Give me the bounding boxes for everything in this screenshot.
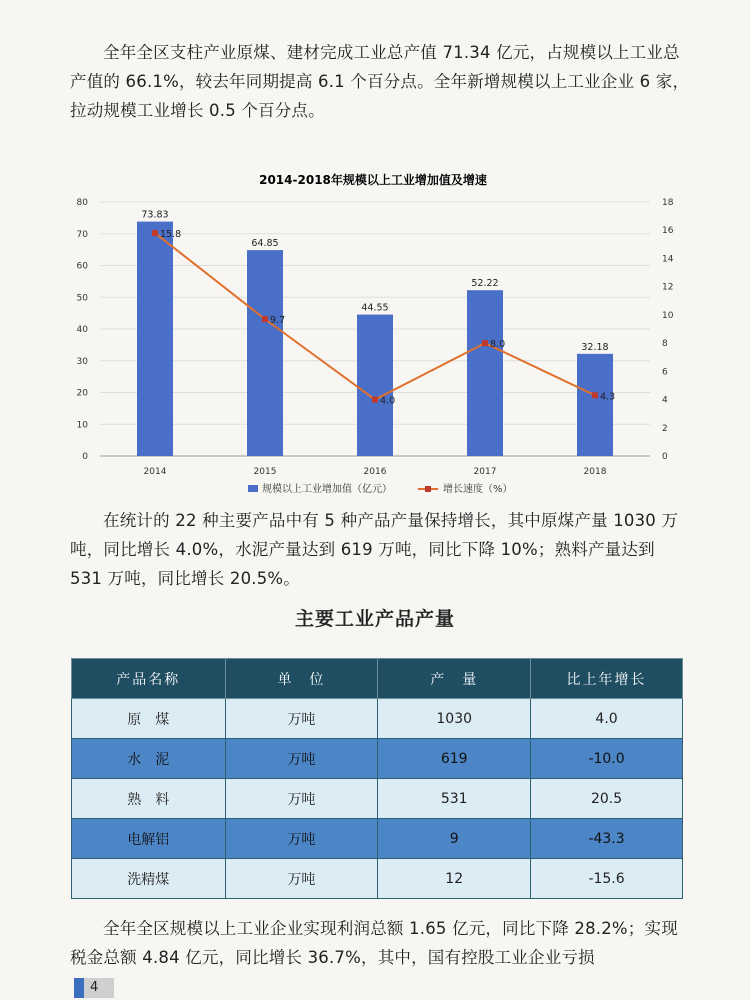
growth-value-label: 4.0	[380, 395, 396, 407]
growth-point-2016	[372, 397, 378, 403]
y2-tick-label: 16	[662, 226, 674, 237]
legend-bar-swatch	[248, 485, 258, 492]
growth-point-2015	[262, 316, 268, 322]
table-header-row	[72, 659, 683, 699]
growth-value-label: 4.3	[600, 391, 616, 403]
paragraph-3: 全年全区规模以上工业企业实现利润总额 1.65 亿元，同比下降 28.2%；实现税金总额 4.84 亿元，同比增长 36.7%，其中，国有控股工业企业亏损	[70, 919, 678, 967]
growth-point-2017	[482, 340, 488, 346]
cell-growth: -15.6	[531, 859, 683, 899]
x-tick-label: 2018	[583, 467, 607, 477]
table-row	[72, 739, 683, 779]
y-tick-label: 50	[76, 293, 88, 304]
x-tick-label: 2017	[473, 467, 497, 477]
cell-growth: -10.0	[531, 739, 683, 779]
y-tick-label: 20	[76, 388, 88, 399]
chart-bars	[137, 222, 616, 456]
y2-tick-label: 2	[662, 423, 668, 434]
y2-tick-label: 18	[662, 198, 674, 208]
table-title: 主要工业产品产量	[294, 608, 455, 630]
x-tick-label: 2016	[363, 467, 387, 477]
growth-value-label: 15.8	[160, 229, 182, 241]
bar-2015	[247, 250, 286, 456]
cell-growth: 4.0	[531, 699, 683, 739]
cell-unit: 万吨	[225, 739, 378, 779]
cell-product: 洗精煤	[72, 859, 226, 899]
cell-growth: -43.3	[531, 819, 683, 859]
bar-2014	[137, 222, 173, 456]
table-row	[72, 859, 683, 899]
chart-x-axis	[144, 467, 607, 477]
cell-product: 水 泥	[72, 739, 226, 779]
cell-product: 熟 料	[72, 779, 226, 819]
y2-tick-label: 0	[662, 452, 668, 462]
bar-2016	[357, 315, 396, 456]
y2-tick-label: 8	[662, 339, 668, 350]
legend-line-marker	[425, 486, 431, 492]
chart-legend	[248, 482, 513, 495]
cell-output: 9	[378, 819, 531, 859]
y2-tick-label: 10	[662, 310, 674, 321]
y2-tick-label: 12	[662, 282, 674, 293]
bar-value-label: 52.22	[471, 278, 499, 290]
y-tick-label: 40	[76, 325, 88, 335]
bar-2017	[467, 290, 506, 456]
cell-product: 电解铝	[72, 819, 226, 859]
paragraph-2: 在统计的 22 种主要产品中有 5 种产品产量保持增长，其中原煤产量 1030 万吨，同比增长 4.0%，水泥产量达到 619 万吨，同比下降 10%；熟料产量达到 531 万吨，同比增长 20.5%。	[70, 511, 679, 588]
y-tick-label: 60	[76, 261, 88, 272]
page-number: 4	[90, 980, 99, 995]
header-growth: 比上年增长	[531, 659, 683, 699]
bar-2018	[577, 354, 616, 456]
bar-line-chart	[58, 160, 688, 500]
table-row	[72, 779, 683, 819]
cell-output: 1030	[378, 699, 531, 739]
x-tick-label: 2014	[143, 467, 167, 477]
legend-line-label: 增长速度（%）	[443, 484, 513, 495]
growth-value-label: 8.0	[490, 339, 506, 351]
y2-tick-label: 4	[662, 395, 668, 406]
bar-value-label: 73.83	[141, 209, 169, 221]
header-output: 产 量	[378, 659, 531, 699]
header-product-name: 产品名称	[72, 659, 226, 699]
paragraph-1: 全年全区支柱产业原煤、建材完成工业总产值 71.34 亿元，占规模以上工业总产值的 66.1%，较去年同期提高 6.1 个百分点。全年新增规模以上工业企业 6 家，拉动规模工业增长 0.5 个百分点。	[70, 43, 690, 120]
cell-unit: 万吨	[225, 779, 378, 819]
growth-value-label: 9.7	[270, 315, 286, 327]
bar-value-label: 32.18	[581, 341, 609, 353]
growth-point-2018	[592, 392, 598, 398]
y-tick-label: 10	[76, 420, 88, 431]
chart-y-axis-left	[77, 198, 89, 462]
cell-product: 原 煤	[72, 699, 226, 739]
y2-tick-label: 6	[662, 367, 668, 378]
bar-value-label: 44.55	[361, 302, 389, 314]
cell-unit: 万吨	[225, 819, 378, 859]
cell-output: 619	[378, 739, 531, 779]
cell-growth: 20.5	[531, 779, 683, 819]
legend-bar-label: 规模以上工业增加值（亿元）	[262, 484, 392, 495]
product-output-table	[71, 658, 683, 899]
table-row	[72, 699, 683, 739]
header-unit: 单 位	[225, 659, 378, 699]
y-tick-label: 70	[76, 229, 88, 240]
cell-output: 12	[378, 859, 531, 899]
cell-unit: 万吨	[225, 699, 378, 739]
table-row	[72, 819, 683, 859]
y2-tick-label: 14	[662, 254, 674, 265]
y-tick-label: 0	[82, 452, 88, 462]
bar-value-label: 64.85	[251, 238, 279, 250]
growth-point-2014	[152, 230, 158, 236]
y-tick-label: 30	[76, 356, 88, 367]
page-marker	[74, 978, 84, 998]
cell-output: 531	[378, 779, 531, 819]
y-tick-label: 80	[76, 198, 88, 208]
x-tick-label: 2015	[253, 467, 277, 477]
chart-title: 2014-2018年规模以上工业增加值及增速	[259, 173, 487, 187]
chart-y-axis-right	[662, 198, 674, 462]
page-number-badge	[74, 978, 114, 998]
cell-unit: 万吨	[225, 859, 378, 899]
